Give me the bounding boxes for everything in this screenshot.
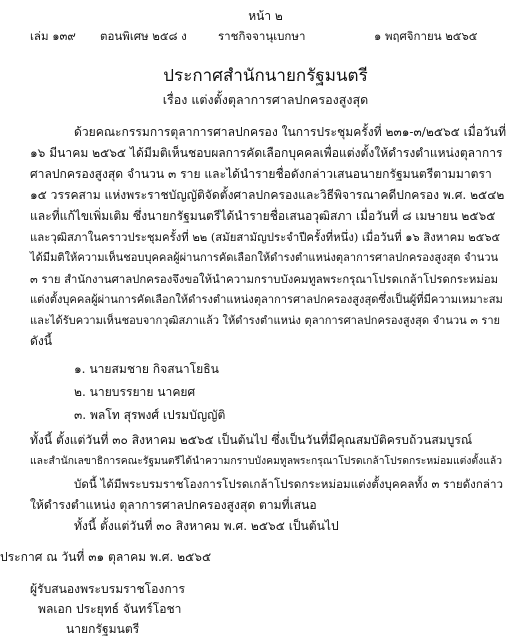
announcement-subject: เรื่อง แต่งตั้งตุลาการศาลปกครองสูงสุด	[162, 92, 369, 107]
announcement-date: ประกาศ ณ วันที่ ๓๑ ตุลาคม พ.ศ. ๒๕๖๕	[0, 550, 212, 564]
appointee-item: ๒. นายบรรยาย นาคยศ	[74, 385, 196, 399]
signatory-name: พลเอก ประยุทธ์ จันทร์โอชา	[38, 602, 182, 616]
special-issue: ตอนพิเศษ ๒๕๘ ง	[100, 29, 187, 43]
paragraph-1-line: และวุฒิสภาในคราวประชุมครั้งที่ ๒๒ (สมัยสามัญประจำปีครั้งที่หนึ่ง) เมื่อวันที่ ๑๖ สิงหาคม ๒๕๖๕	[30, 230, 501, 244]
paragraph-1-line: ๓ ราย สำนักงานศาลปกครองจึงขอให้นำความกราบบังคมทูลพระกรุณาโปรดเกล้าโปรดกระหม่อม	[30, 272, 499, 286]
paragraph-1-line: แต่งตั้งบุคคลผู้ผ่านการคัดเลือกให้ดำรงตำแหน่งตุลาการศาลปกครองสูงสุดซึ่งเป็นผู้ที่มีความเหมาะสม	[30, 293, 503, 306]
gazette-name: ราชกิจจานุเบกษา	[218, 29, 306, 43]
paragraph-4: ทั้งนี้ ตั้งแต่วันที่ ๓๐ สิงหาคม พ.ศ. ๒๕๖๕ เป็นต้นไป	[74, 519, 339, 533]
signatory-position: นายกรัฐมนตรี	[66, 622, 140, 636]
paragraph-1-line: และได้รับความเห็นชอบจากวุฒิสภาแล้ว ให้ดำรงตำแหน่ง ตุลาการศาลปกครองสูงสุด จำนวน ๓ ราย	[30, 314, 501, 327]
appointee-item: ๓. พลโท สุรพงศ์ เปรมบัญญัติ	[74, 408, 226, 422]
publication-date: ๑ พฤศจิกายน ๒๕๖๕	[374, 29, 478, 43]
paragraph-3-line: ให้ดำรงตำแหน่ง ตุลาการศาลปกครองสูงสุด ตามที่เสนอ	[30, 498, 317, 512]
paragraph-1-line: ดังนี้	[30, 334, 53, 348]
paragraph-1-line: และที่แก้ไขเพิ่มเติม ซึ่งนายกรัฐมนตรีได้นำรายชื่อเสนอวุฒิสภา เมื่อวันที่ ๘ เมษายน ๒๕๖๕	[30, 209, 496, 223]
announcement-title: ประกาศสำนักนายกรัฐมนตรี	[163, 66, 368, 86]
page-number: หน้า ๒	[248, 9, 283, 23]
countersign-label: ผู้รับสนองพระบรมราชโองการ	[30, 582, 185, 596]
paragraph-1-line: ศาลปกครองสูงสุด จำนวน ๓ ราย และได้นำรายชื่อดังกล่าวเสนอนายกรัฐมนตรีตามมาตรา	[30, 167, 492, 181]
paragraph-1-line: ด้วยคณะกรรมการตุลาการศาลปกครอง ในการประชุมครั้งที่ ๒๓๑-๓/๒๕๖๕ เมื่อวันที่	[74, 125, 507, 139]
paragraph-3-line: บัดนี้ ได้มีพระบรมราชโองการโปรดเกล้าโปรดกระหม่อมแต่งตั้งบุคคลทั้ง ๓ รายดังกล่าว	[74, 477, 503, 491]
paragraph-1-line: ได้มีมติให้ความเห็นชอบบุคคลผู้ผ่านการคัดเลือกให้ดำรงตำแหน่งตุลาการศาลปกครองสูงสุด จำนวน	[30, 251, 499, 264]
paragraph-2-line: ทั้งนี้ ตั้งแต่วันที่ ๓๐ สิงหาคม ๒๕๖๕ เป็นต้นไป ซึ่งเป็นวันที่มีคุณสมบัติครบถ้วนสมบูรณ์	[30, 433, 473, 447]
paragraph-1-line: ๑๕ วรรคสาม แห่งพระราชบัญญัติจัดตั้งศาลปกครองและวิธีพิจารณาคดีปกครอง พ.ศ. ๒๕๔๒	[30, 188, 505, 202]
appointee-item: ๑. นายสมชาย กิจสนาโยธิน	[74, 362, 219, 376]
paragraph-1-line: ๑๖ มีนาคม ๒๕๖๕ ได้มีมติเห็นชอบผลการคัดเลือกบุคคลเพื่อแต่งตั้งให้ดำรงตำแหน่งตุลาการ	[30, 146, 503, 160]
volume-number: เล่ม ๑๓๙	[30, 29, 76, 43]
paragraph-2-line: และสำนักเลขาธิการคณะรัฐมนตรีได้นำความกราบบังคมทูลพระกรุณาโปรดเกล้าโปรดกระหม่อมแต่งตั้งแล้ว	[30, 455, 503, 467]
